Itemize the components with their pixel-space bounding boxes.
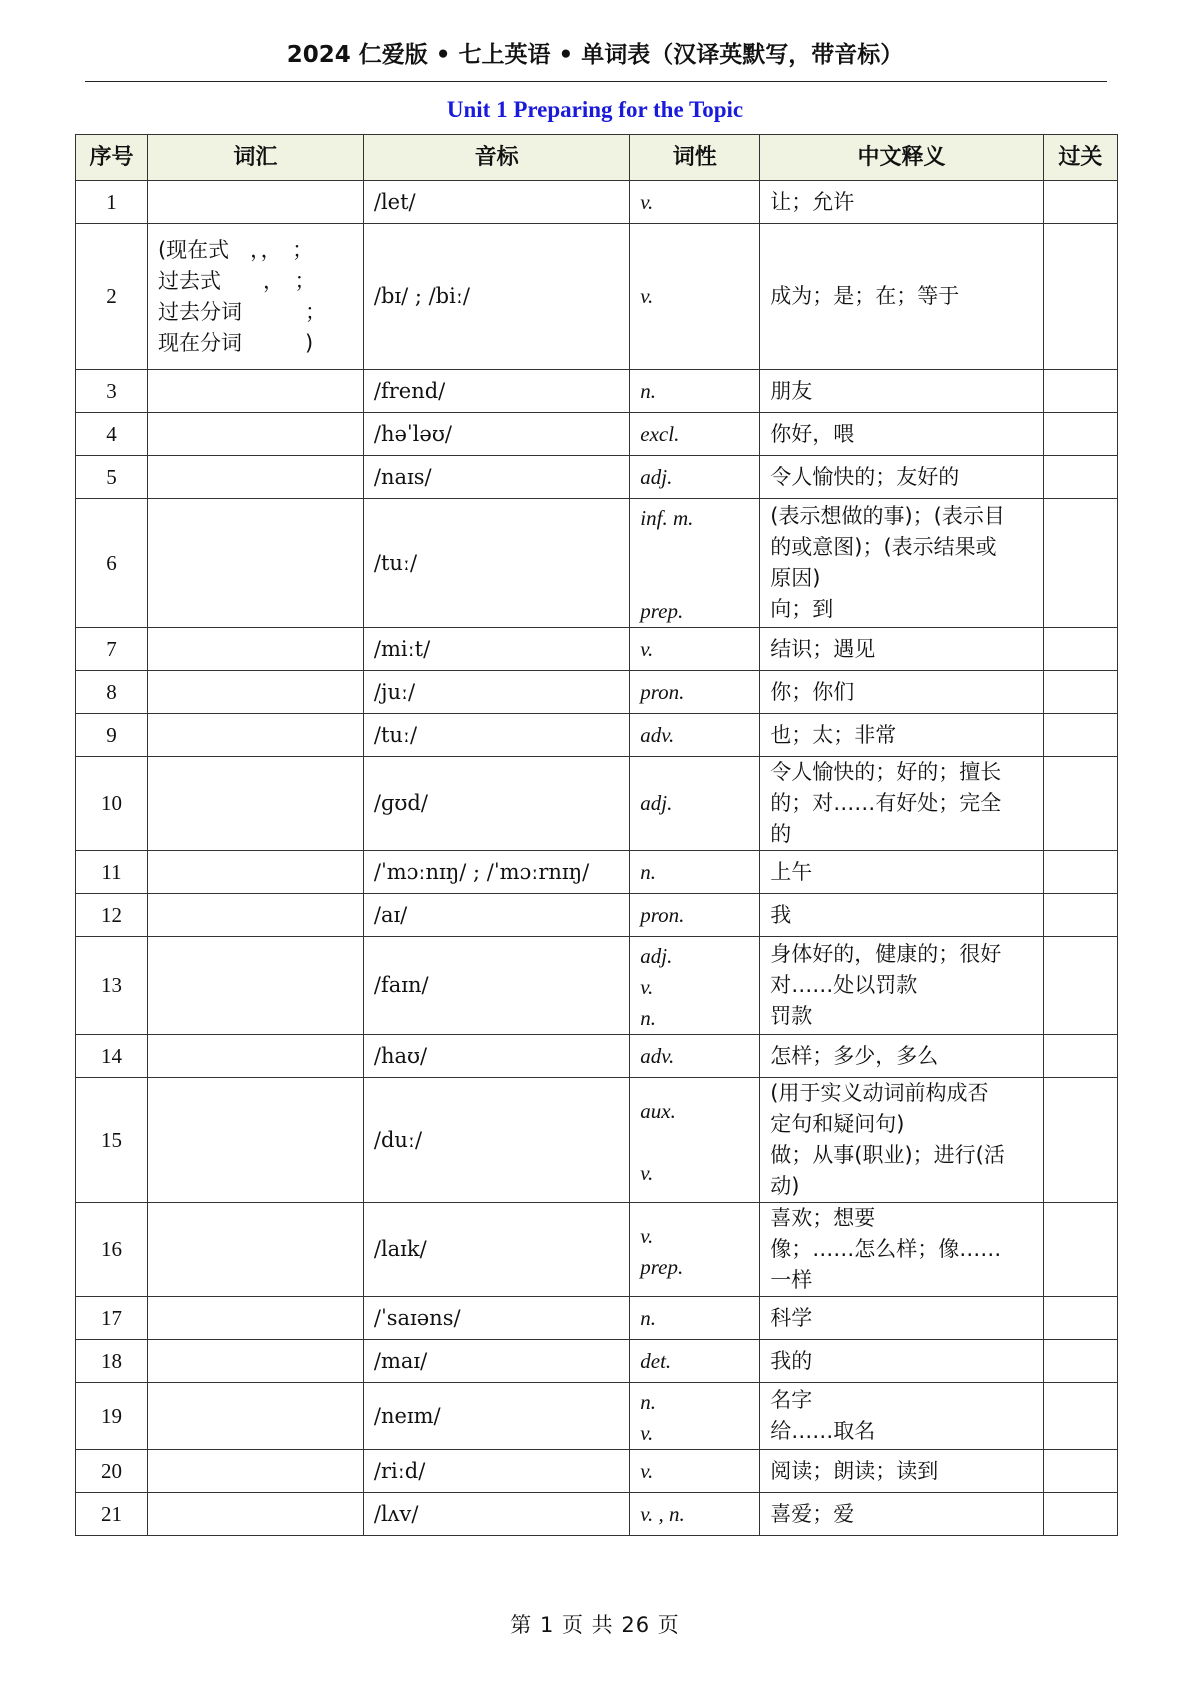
meaning-line: 我 [770, 902, 792, 927]
pass-cell [1043, 1078, 1117, 1203]
meaning-cell [760, 1383, 1044, 1450]
phonetic-cell: /lʌv/ [363, 1493, 629, 1536]
table-row [76, 1450, 1118, 1493]
pass-cell [1043, 224, 1117, 370]
part-of-speech-cell [630, 894, 760, 937]
part-of-speech-cell [630, 628, 760, 671]
pass-cell [1043, 1383, 1117, 1450]
row-number: 8 [76, 671, 148, 714]
part-of-speech: prep. [640, 1254, 684, 1279]
word-cell [147, 181, 363, 224]
table-body [76, 181, 1118, 1536]
part-of-speech: adj. [640, 464, 673, 489]
meaning-line: (用于实义动词前构成否 [770, 1081, 989, 1105]
part-of-speech: pron. [640, 902, 685, 927]
part-of-speech: adv. [640, 1043, 675, 1068]
phonetic-cell: /naɪs/ [363, 456, 629, 499]
pass-cell [1043, 851, 1117, 894]
phonetic-cell: /həˈləʊ/ [363, 413, 629, 456]
part-of-speech-cell [630, 1078, 760, 1203]
part-of-speech: v. [640, 975, 654, 999]
word-cell [147, 224, 363, 370]
word-form-line: 过去分词 ； [157, 299, 326, 324]
table-row [76, 499, 1118, 628]
part-of-speech: det. [640, 1348, 672, 1373]
phonetic-cell: /let/ [363, 181, 629, 224]
part-of-speech-cell [630, 714, 760, 757]
table-row [76, 894, 1118, 937]
part-of-speech: v. , n. [640, 1501, 685, 1526]
part-of-speech-cell [630, 851, 760, 894]
row-number: 15 [76, 1078, 148, 1203]
header-chinese-meaning: 中文释义 [760, 135, 1044, 181]
meaning-line: 上午 [770, 859, 813, 884]
word-cell [147, 1493, 363, 1536]
meaning-line: 怎样；多少，多么 [770, 1043, 939, 1068]
pass-cell [1043, 1035, 1117, 1078]
phonetic-cell: /tuː/ [363, 714, 629, 757]
pass-cell [1043, 671, 1117, 714]
meaning-line: 一样 [770, 1268, 813, 1292]
meaning-cell [760, 671, 1044, 714]
meaning-cell [760, 413, 1044, 456]
pass-cell [1043, 1340, 1117, 1383]
header-number: 序号 [76, 135, 148, 181]
meaning-line: 像；……怎么样；像…… [770, 1237, 1002, 1261]
pass-cell [1043, 714, 1117, 757]
pass-cell [1043, 181, 1117, 224]
pass-cell [1043, 1297, 1117, 1340]
word-cell [147, 413, 363, 456]
meaning-cell [760, 937, 1044, 1035]
part-of-speech-cell [630, 1450, 760, 1493]
phonetic-cell: /aɪ/ [363, 894, 629, 937]
meaning-cell [760, 714, 1044, 757]
meaning-line: 给……取名 [770, 1419, 876, 1443]
part-of-speech: n. [640, 859, 657, 884]
meaning-line: 罚款 [770, 1004, 813, 1028]
row-number: 11 [76, 851, 148, 894]
meaning-line: 也；太；非常 [770, 722, 897, 747]
table-row [76, 628, 1118, 671]
table-row [76, 224, 1118, 370]
row-number: 7 [76, 628, 148, 671]
phonetic-cell: /riːd/ [363, 1450, 629, 1493]
meaning-cell [760, 1493, 1044, 1536]
meaning-line: 的 [770, 822, 792, 846]
meaning-line: 科学 [770, 1305, 813, 1330]
header-word: 词汇 [147, 135, 363, 181]
word-cell [147, 671, 363, 714]
meaning-line: 做；从事(职业)；进行(活 [770, 1143, 1005, 1167]
part-of-speech [640, 565, 749, 596]
word-cell [147, 370, 363, 413]
meaning-cell [760, 456, 1044, 499]
phonetic-cell: /duː/ [363, 1078, 629, 1203]
meaning-line: 你；你们 [770, 679, 855, 704]
table-row [76, 1078, 1118, 1203]
pass-cell [1043, 1203, 1117, 1297]
phonetic-cell: /ɡʊd/ [363, 757, 629, 851]
phonetic-cell: /haʊ/ [363, 1035, 629, 1078]
word-cell [147, 1203, 363, 1297]
part-of-speech-cell [630, 671, 760, 714]
table-row [76, 757, 1118, 851]
header-rule [85, 81, 1107, 82]
part-of-speech-cell [630, 413, 760, 456]
meaning-line: 成为；是；在；等于 [770, 284, 960, 308]
row-number: 21 [76, 1493, 148, 1536]
row-number: 6 [76, 499, 148, 628]
meaning-cell [760, 1203, 1044, 1297]
meaning-cell [760, 851, 1044, 894]
table-row [76, 1203, 1118, 1297]
table-row [76, 937, 1118, 1035]
meaning-line: 朋友 [770, 378, 813, 403]
phonetic-cell: /tuː/ [363, 499, 629, 628]
part-of-speech-cell [630, 757, 760, 851]
meaning-line: 你好，喂 [770, 421, 855, 446]
header-part-of-speech: 词性 [630, 135, 760, 181]
part-of-speech-cell [630, 181, 760, 224]
row-number: 3 [76, 370, 148, 413]
phonetic-cell: /faɪn/ [363, 937, 629, 1035]
part-of-speech: v. [640, 636, 654, 661]
pass-cell [1043, 499, 1117, 628]
part-of-speech-cell [630, 456, 760, 499]
meaning-line: 身体好的，健康的；很好 [770, 942, 1002, 966]
row-number: 9 [76, 714, 148, 757]
word-form-line: 过去式 ， ； [157, 268, 316, 293]
part-of-speech-cell [630, 1035, 760, 1078]
meaning-line: 原因) [770, 566, 821, 590]
pass-cell [1043, 937, 1117, 1035]
part-of-speech-cell [630, 499, 760, 628]
meaning-line: 令人愉快的；好的；擅长 [770, 760, 1002, 784]
word-cell [147, 499, 363, 628]
meaning-line: 我的 [770, 1348, 813, 1373]
part-of-speech-cell [630, 1383, 760, 1450]
part-of-speech [640, 1127, 749, 1158]
part-of-speech: aux. [640, 1098, 676, 1123]
part-of-speech: prep. [640, 599, 684, 623]
part-of-speech: v. [640, 1160, 654, 1185]
part-of-speech: v. [640, 284, 654, 308]
meaning-cell [760, 370, 1044, 413]
word-cell [147, 1078, 363, 1203]
part-of-speech-cell [630, 937, 760, 1035]
phonetic-cell: /ˈsaɪəns/ [363, 1297, 629, 1340]
phonetic-cell: /maɪ/ [363, 1340, 629, 1383]
meaning-line: 向；到 [770, 597, 834, 621]
page-footer: 第 1 页 共 26 页 [510, 1613, 680, 1637]
meaning-line: 的或意图)；(表示结果或 [770, 535, 997, 559]
header-phonetic: 音标 [363, 135, 629, 181]
word-cell [147, 1450, 363, 1493]
pass-cell [1043, 456, 1117, 499]
part-of-speech: v. [640, 189, 654, 214]
part-of-speech: adv. [640, 722, 675, 747]
word-cell [147, 1383, 363, 1450]
unit-title: Unit 1 Preparing for the Topic [446, 97, 744, 122]
part-of-speech-cell [630, 1203, 760, 1297]
table-row [76, 1340, 1118, 1383]
part-of-speech: v. [640, 1223, 654, 1248]
phonetic-cell: /laɪk/ [363, 1203, 629, 1297]
row-number: 4 [76, 413, 148, 456]
table-row [76, 370, 1118, 413]
meaning-cell [760, 1297, 1044, 1340]
phonetic-cell: /ˈmɔːnɪŋ/ ; /ˈmɔːrnɪŋ/ [363, 851, 629, 894]
meaning-line: 令人愉快的；友好的 [770, 464, 960, 489]
phonetic-cell: /bɪ/ ; /biː/ [363, 224, 629, 370]
part-of-speech: excl. [640, 421, 680, 446]
meaning-cell [760, 1078, 1044, 1203]
pass-cell [1043, 370, 1117, 413]
part-of-speech: v. [640, 1421, 654, 1445]
word-cell [147, 937, 363, 1035]
meaning-cell [760, 499, 1044, 628]
meaning-cell [760, 224, 1044, 370]
header-pass: 过关 [1043, 135, 1117, 181]
word-cell [147, 1035, 363, 1078]
pass-cell [1043, 894, 1117, 937]
meaning-line: 的；对……有好处；完全 [770, 791, 1002, 815]
word-cell [147, 714, 363, 757]
row-number: 16 [76, 1203, 148, 1297]
part-of-speech: pron. [640, 679, 685, 704]
table-row [76, 413, 1118, 456]
table-header-row [76, 135, 1118, 181]
meaning-line: 喜欢；想要 [770, 1206, 876, 1230]
part-of-speech: n. [640, 378, 657, 403]
pass-cell [1043, 628, 1117, 671]
word-cell [147, 1340, 363, 1383]
row-number: 1 [76, 181, 148, 224]
word-cell [147, 628, 363, 671]
meaning-line: 阅读；朗读；读到 [770, 1458, 939, 1483]
part-of-speech: n. [640, 1305, 657, 1330]
part-of-speech-cell [630, 224, 760, 370]
phonetic-cell: /miːt/ [363, 628, 629, 671]
part-of-speech: adj. [640, 944, 673, 968]
meaning-cell [760, 757, 1044, 851]
word-cell [147, 757, 363, 851]
meaning-cell [760, 1340, 1044, 1383]
part-of-speech-cell [630, 1340, 760, 1383]
meaning-line: 定句和疑问句) [770, 1112, 905, 1136]
meaning-cell [760, 628, 1044, 671]
word-cell [147, 894, 363, 937]
pass-cell [1043, 1493, 1117, 1536]
meaning-line: (表示想做的事)；(表示目 [770, 504, 1005, 528]
row-number: 5 [76, 456, 148, 499]
part-of-speech: n. [640, 1390, 657, 1414]
word-cell [147, 1297, 363, 1340]
meaning-cell [760, 1035, 1044, 1078]
part-of-speech [640, 534, 749, 565]
table-row [76, 1383, 1118, 1450]
table-row [76, 1035, 1118, 1078]
row-number: 10 [76, 757, 148, 851]
pass-cell [1043, 1450, 1117, 1493]
part-of-speech-cell [630, 370, 760, 413]
meaning-line: 名字 [770, 1388, 813, 1412]
part-of-speech: inf. m. [640, 506, 694, 530]
table-row [76, 851, 1118, 894]
pass-cell [1043, 757, 1117, 851]
table-row [76, 1493, 1118, 1536]
row-number: 20 [76, 1450, 148, 1493]
word-form-line: 现在分词 ) [157, 330, 314, 355]
phonetic-cell: /frend/ [363, 370, 629, 413]
word-form-line: (现在式 ，， ； [157, 237, 314, 262]
row-number: 12 [76, 894, 148, 937]
phonetic-cell: /juː/ [363, 671, 629, 714]
row-number: 2 [76, 224, 148, 370]
table-row [76, 456, 1118, 499]
pass-cell [1043, 413, 1117, 456]
word-cell [147, 456, 363, 499]
part-of-speech-cell [630, 1297, 760, 1340]
row-number: 18 [76, 1340, 148, 1383]
document-title: 2024 仁爱版 • 七上英语 • 单词表（汉译英默写，带音标） [286, 42, 904, 68]
vocabulary-table [75, 134, 1118, 1536]
phonetic-cell: /neɪm/ [363, 1383, 629, 1450]
meaning-line: 结识；遇见 [770, 636, 876, 661]
row-number: 14 [76, 1035, 148, 1078]
part-of-speech-cell [630, 1493, 760, 1536]
part-of-speech: n. [640, 1006, 657, 1030]
meaning-line: 喜爱；爱 [770, 1501, 855, 1526]
table-row [76, 1297, 1118, 1340]
row-number: 13 [76, 937, 148, 1035]
meaning-line: 让；允许 [770, 189, 855, 214]
meaning-line: 对……处以罚款 [770, 973, 918, 997]
word-cell [147, 851, 363, 894]
meaning-cell [760, 894, 1044, 937]
row-number: 17 [76, 1297, 148, 1340]
meaning-cell [760, 1450, 1044, 1493]
meaning-line: 动) [770, 1174, 800, 1198]
part-of-speech: v. [640, 1458, 654, 1483]
table-row [76, 671, 1118, 714]
table-row [76, 714, 1118, 757]
row-number: 19 [76, 1383, 148, 1450]
meaning-cell [760, 181, 1044, 224]
table-row [76, 181, 1118, 224]
part-of-speech: adj. [640, 791, 673, 815]
